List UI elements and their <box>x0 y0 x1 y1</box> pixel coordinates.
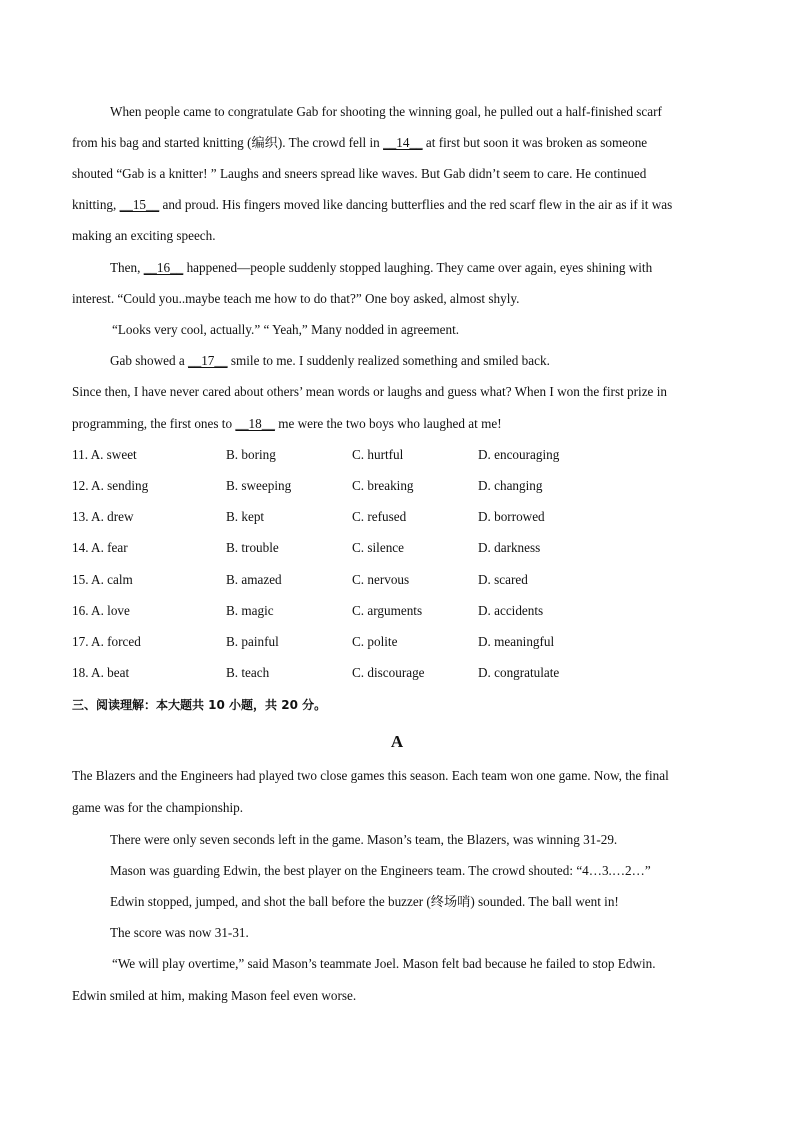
reading-line: Edwin stopped, jumped, and shot the ball before the buzzer (终场哨) sounded. The ball went in! <box>110 894 619 909</box>
option-a: 16. A. love <box>72 603 130 618</box>
reading-line: The Blazers and the Engineers had played two close games this season. Each team won one game. Now, the final <box>72 768 669 783</box>
section-heading: 三、阅读理解：本大题共 10 小题，共 20 分。 <box>72 698 327 712</box>
option-c: C. refused <box>352 509 407 524</box>
cloze-text: programming, the first ones to <box>72 416 236 431</box>
cloze-line <box>110 258 652 278</box>
option-b: B. sweeping <box>226 478 292 493</box>
option-d: D. encouraging <box>478 447 560 462</box>
cloze-line: shouted “Gab is a knitter! ” Laughs and sneers spread like waves. But Gab didn’t seem to care. He continued <box>72 166 647 181</box>
option-b: B. teach <box>226 665 270 680</box>
option-b: B. painful <box>226 634 279 649</box>
option-b: B. boring <box>226 447 276 462</box>
option-c: C. nervous <box>352 572 410 587</box>
cloze-text: Then, <box>110 260 144 275</box>
reading-line: Edwin smiled at him, making Mason feel even worse. <box>72 988 357 1003</box>
reading-line: game was for the championship. <box>72 800 244 815</box>
cloze-text: at first but soon it was broken as someone <box>422 135 648 150</box>
blank-16: __16__ <box>143 260 184 275</box>
cloze-line <box>72 414 502 434</box>
cloze-line: When people came to congratulate Gab for shooting the winning goal, he pulled out a half-finished scarf <box>110 104 662 119</box>
cloze-text: me were the two boys who laughed at me! <box>274 416 502 431</box>
option-d: D. darkness <box>478 540 541 555</box>
option-d: D. borrowed <box>478 509 545 524</box>
cloze-line <box>110 351 550 371</box>
option-a: 18. A. beat <box>72 665 130 680</box>
option-a: 15. A. calm <box>72 572 133 587</box>
option-c: C. arguments <box>352 603 423 618</box>
reading-line: There were only seven seconds left in the game. Mason’s team, the Blazers, was winning 31-29. <box>110 832 618 847</box>
blank-15: __15__ <box>119 197 160 212</box>
option-c: C. silence <box>352 540 405 555</box>
blank-14: __14__ <box>383 135 423 150</box>
option-a: 14. A. fear <box>72 540 128 555</box>
cloze-line: “Looks very cool, actually.” “ Yeah,” Many nodded in agreement. <box>112 322 460 337</box>
option-d: D. congratulate <box>478 665 560 680</box>
option-a: 13. A. drew <box>72 509 134 524</box>
option-c: C. polite <box>352 634 398 649</box>
reading-line: The score was now 31-31. <box>110 925 249 940</box>
blank-17: __17__ <box>188 353 228 368</box>
cloze-text: smile to me. I suddenly realized something and smiled back. <box>227 353 550 368</box>
cloze-text: knitting, <box>72 197 120 212</box>
cloze-line: interest. “Could you..maybe teach me how to do that?” One boy asked, almost shyly. <box>72 291 520 306</box>
option-d: D. meaningful <box>478 634 555 649</box>
cloze-text: happened—people suddenly stopped laughing. They came over again, eyes shining with <box>183 260 653 275</box>
cloze-line: Since then, I have never cared about others’ mean words or laughs and guess what? When I won the first prize in <box>72 384 667 399</box>
option-b: B. trouble <box>226 540 279 555</box>
cloze-text: Gab showed a <box>110 353 189 368</box>
cloze-line <box>72 133 647 153</box>
option-d: D. accidents <box>478 603 544 618</box>
option-c: C. breaking <box>352 478 414 493</box>
cloze-text: from his bag and started knitting (编织). The crowd fell in <box>72 135 384 150</box>
option-c: C. discourage <box>352 665 425 680</box>
option-a: 17. A. forced <box>72 634 141 649</box>
option-b: B. magic <box>226 603 274 618</box>
passage-title: A <box>390 732 404 751</box>
option-b: B. amazed <box>226 572 282 587</box>
reading-line: Mason was guarding Edwin, the best player on the Engineers team. The crowd shouted: “4…3.…2…” <box>110 863 651 878</box>
cloze-line: making an exciting speech. <box>72 228 216 243</box>
option-b: B. kept <box>226 509 265 524</box>
reading-line: “We will play overtime,” said Mason’s teammate Joel. Mason felt bad because he failed to stop Edwin. <box>112 956 656 971</box>
blank-18: __18__ <box>235 416 275 431</box>
option-d: D. changing <box>478 478 543 493</box>
cloze-text: and proud. His fingers moved like dancing butterflies and the red scarf flew in the air as if it was <box>159 197 673 212</box>
cloze-line <box>72 195 672 215</box>
option-d: D. scared <box>478 572 528 587</box>
option-a: 11. A. sweet <box>72 447 137 462</box>
option-c: C. hurtful <box>352 447 404 462</box>
option-a: 12. A. sending <box>72 478 149 493</box>
